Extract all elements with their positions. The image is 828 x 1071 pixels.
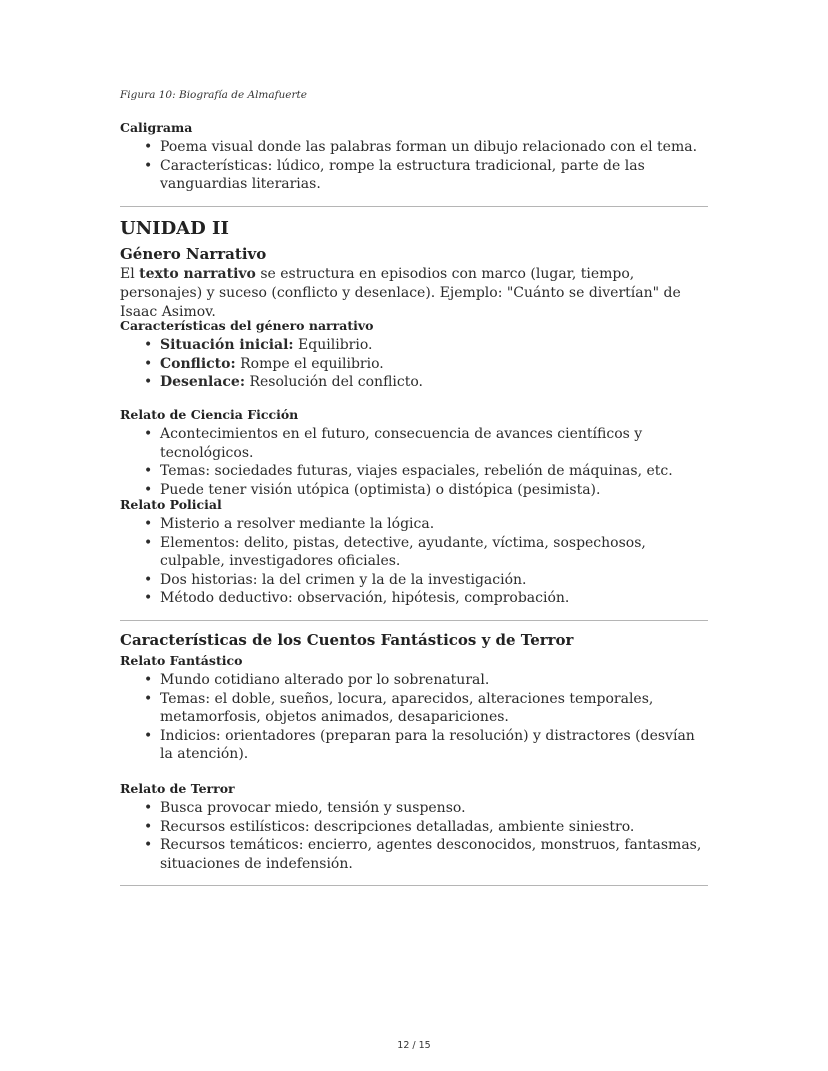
divider [120,620,708,621]
list-item: • Situación inicial: Equilibrio. [144,337,373,353]
list-item: • Misterio a resolver mediante la lógica. [144,516,435,532]
list-item: • Temas: sociedades futuras, viajes espaciales, rebelión de máquinas, etc. [144,463,673,479]
ciencia-ficcion-section [120,407,708,499]
list-item: • Desenlace: Resolución del conflicto. [144,374,423,390]
fantastico-list [120,671,708,764]
figure-caption: Figura 10: Biografía de Almafuerte [120,89,307,101]
caracteristicas-heading: Características del género narrativo [120,318,374,333]
terror-section [120,781,708,873]
ciencia-ficcion-list [120,425,708,499]
divider [120,885,708,886]
list-item: • Recursos estilísticos: descripciones detalladas, ambiente siniestro. [144,818,635,835]
list-item: • Recursos temáticos: encierro, agentes desconocidos, monstruos, fantasmas, situaciones de indefensión. [144,837,702,872]
list-item: • Dos historias: la del crimen y la de la investigación. [144,571,527,588]
section-title: Características de los Cuentos Fantásticos y de Terror [120,631,574,649]
list-item: • Indicios: orientadores (preparan para la resolución) y distractores (desvían la atención). [144,727,695,762]
intro-paragraph: El texto narrativo se estructura en episodios con marco (lugar, tiempo, personajes) y suceso (conflicto y desenlace). Ejemplo: "Cuánto se divertían" de Isaac Asimov. [120,266,681,320]
fantastico-heading: Relato Fantástico [120,653,243,668]
terror-heading: Relato de Terror [120,781,235,796]
list-item: • Temas: el doble, sueños, locura, aparecidos, alteraciones temporales, metamorfosis, objetos animados, desapariciones. [144,690,654,725]
list-item: • Acontecimientos en el futuro, consecuencia de avances científicos y tecnológicos. [144,426,643,461]
caligrama-section [120,120,708,194]
fantasticos-section [120,631,708,764]
section-subtitle: Género Narrativo [120,245,267,263]
caracteristicas-list [120,336,708,392]
unidad-section [120,218,708,322]
divider [120,206,708,207]
list-item: • Conflicto: Rompe el equilibrio. [144,355,384,372]
terror-list [120,799,708,873]
list-item: • Puede tener visión utópica (optimista) o distópica (pesimista). [144,481,601,498]
list-item: • Características: lúdico, rompe la estructura tradicional, parte de las vanguardias literarias. [144,157,645,192]
caracteristicas-section [120,318,708,392]
caligrama-heading: Caligrama [120,120,193,135]
list-item: • Método deductivo: observación, hipótesis, comprobación. [144,590,570,606]
list-item: • Busca provocar miedo, tensión y suspenso. [144,800,466,816]
list-item: • Elementos: delito, pistas, detective, ayudante, víctima, sospechosos, culpable, investigadores oficiales. [144,534,646,569]
ciencia-ficcion-heading: Relato de Ciencia Ficción [120,407,299,422]
list-item: • Poema visual donde las palabras forman un dibujo relacionado con el tema. [144,139,698,155]
list-item: • Mundo cotidiano alterado por lo sobrenatural. [144,672,490,688]
page-number: 12 / 15 [397,1040,431,1051]
unit-title: UNIDAD II [120,218,229,239]
caligrama-list [120,138,708,194]
policial-heading: Relato Policial [120,497,222,512]
policial-section [120,497,708,608]
policial-list [120,515,708,608]
